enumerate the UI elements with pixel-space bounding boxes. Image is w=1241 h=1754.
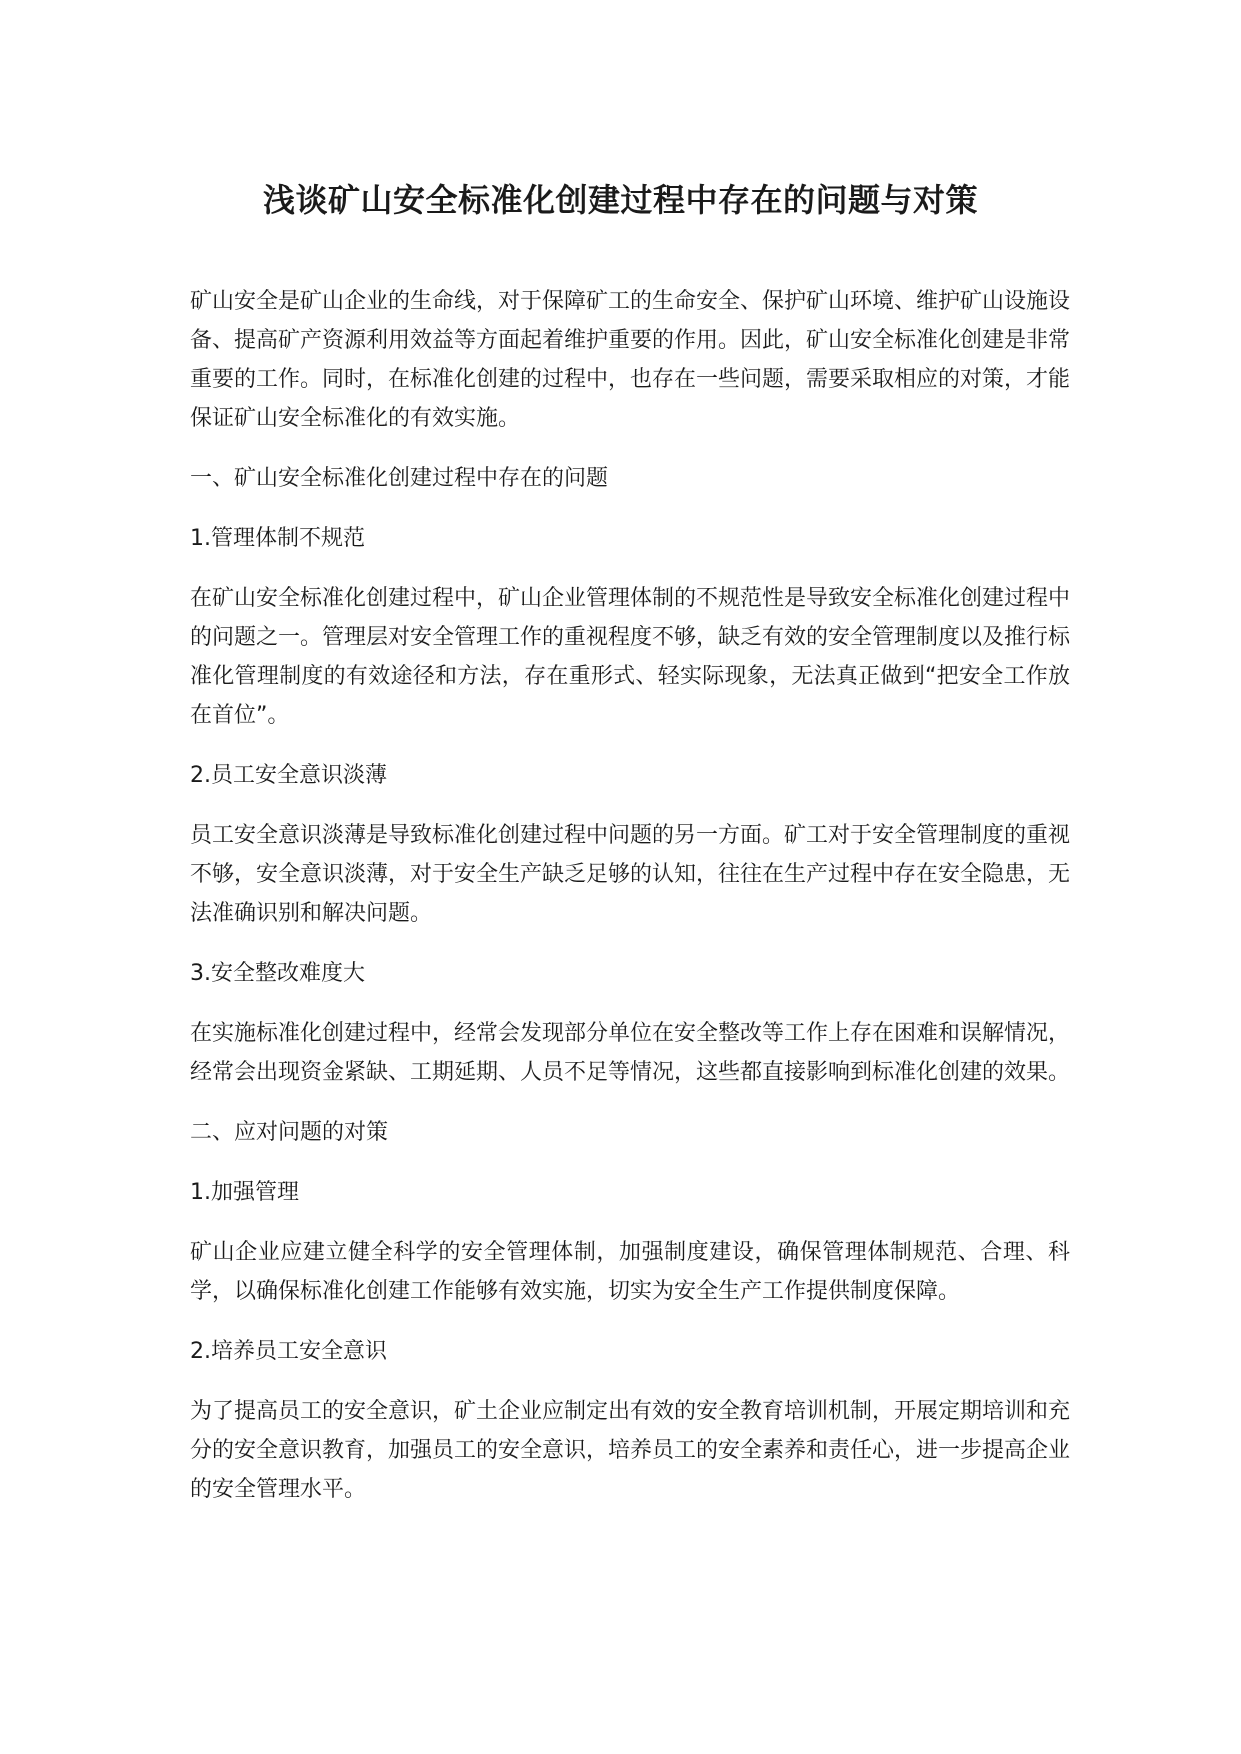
subsection-2-2-text: 为了提高员工的安全意识，矿土企业应制定出有效的安全教育培训机制，开展定期培训和充分的安全意识教育，加强员工的安全意识，培养员工的安全素养和责任心，进一步提高企业的安全管理水平。 [190, 1399, 1071, 1502]
subsection-2-1-text: 矿山企业应建立健全科学的安全管理体制，加强制度建设，确保管理体制规范、合理、科学，以确保标准化创建工作能够有效实施，切实为安全生产工作提供制度保障。 [190, 1240, 1070, 1304]
subsection-1-3-heading: 3.安全整改难度大 [190, 961, 365, 986]
subsection-1-1-text: 在矿山安全标准化创建过程中，矿山企业管理体制的不规范性是导致安全标准化创建过程中的问题之一。管理层对安全管理工作的重视程度不够，缺乏有效的安全管理制度以及推行标准化管理制度的有效途径和方法，存在重形式、轻实际现象，无法真正做到“把安全工作放在首位”。 [190, 586, 1071, 728]
subsection-1-1-heading: 1.管理体制不规范 [190, 526, 365, 551]
section-1-heading: 一、矿山安全标准化创建过程中存在的问题 [190, 466, 609, 491]
intro-paragraph: 矿山安全是矿山企业的生命线，对于保障矿工的生命安全、保护矿山环境、维护矿山设施设备、提高矿产资源利用效益等方面起着维护重要的作用。因此，矿山安全标准化创建是非常重要的工作。同时，在标准化创建的过程中，也存在一些问题，需要采取相应的对策，才能保证矿山安全标准化的有效实施。 [190, 289, 1071, 431]
subsection-1-2-heading: 2.员工安全意识淡薄 [190, 763, 387, 788]
section-2-heading: 二、应对问题的对策 [190, 1120, 389, 1145]
subsection-2-1-heading: 1.加强管理 [190, 1180, 299, 1205]
subsection-1-3-text: 在实施标准化创建过程中，经常会发现部分单位在安全整改等工作上存在困难和误解情况，经常会出现资金紧缺、工期延期、人员不足等情况，这些都直接影响到标准化创建的效果。 [190, 1021, 1071, 1085]
document-body [190, 282, 1070, 1530]
document-title: 浅谈矿山安全标准化创建过程中存在的问题与对策 [262, 181, 978, 219]
subsection-2-2-heading: 2.培养员工安全意识 [190, 1339, 387, 1364]
subsection-1-2-text: 员工安全意识淡薄是导致标准化创建过程中问题的另一方面。矿工对于安全管理制度的重视不够，安全意识淡薄，对于安全生产缺乏足够的认知，往往在生产过程中存在安全隐患，无法准确识别和解决问题。 [190, 823, 1071, 926]
